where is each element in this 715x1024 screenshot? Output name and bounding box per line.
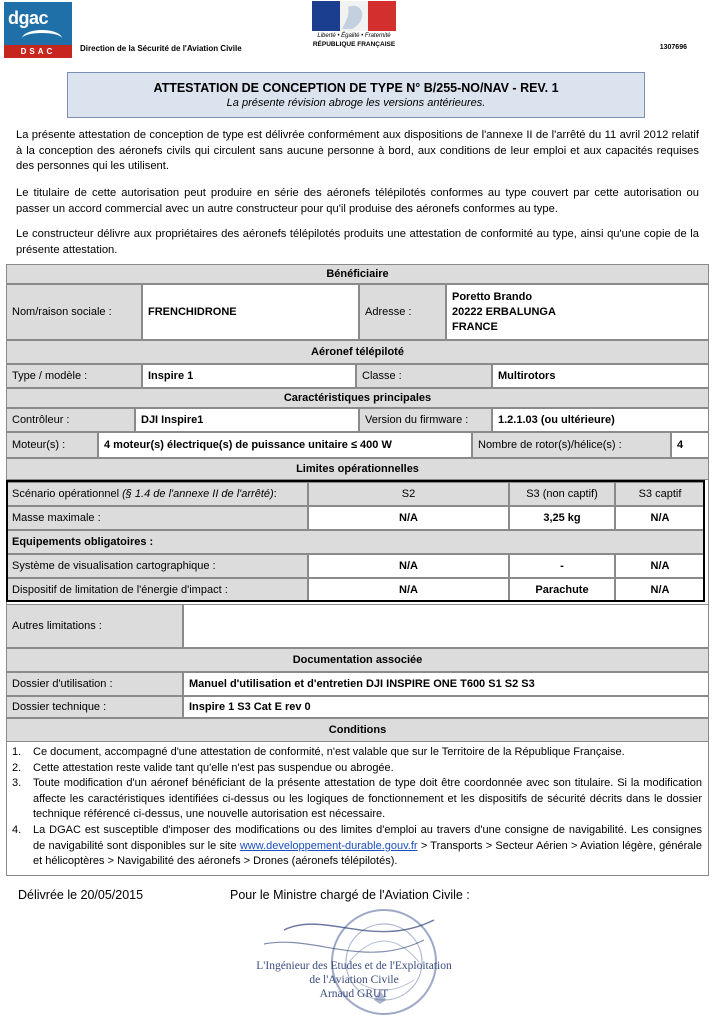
masse-s3-non-captif: 3,25 kg — [509, 506, 615, 530]
technique-value: Inspire 1 S3 Cat E rev 0 — [183, 696, 709, 718]
intro-paragraph-3: Le constructeur délivre aux propriétaires des aéronefs télépilotés produits une attestation de conformité au type, ainsi qu'une copie de la présente attestation. — [16, 228, 699, 256]
title-box — [67, 72, 645, 118]
document-title: ATTESTATION DE CONCEPTION DE TYPE N° B/255-NO/NAV - REV. 1 — [153, 81, 559, 95]
adresse-line-1: Poretto Brando — [452, 290, 533, 303]
condition-text: Toute modification d'un aéronef bénéficiant de la présente attestation de type doit être coordonnée avec son titulaire. Si la modification affecte les caractéristiques identifiées ci-dessus ou les logiques de fonctionnement et les dispositifs de sécurité décrits dans le dossier technique référencé ci-dessus, une nouvelle autorisation est nécessaire. — [33, 777, 702, 821]
energie-s3-non-captif: Parachute — [509, 578, 615, 602]
condition-text-before-link: La DGAC est susceptible d'imposer des modifications ou des limites d'emploi au travers d'une consigne de navigabilité. Les consignes de navigabilité sont disponibles sur le site — [33, 823, 702, 852]
delivery-date: Délivrée le 20/05/2015 — [18, 888, 144, 902]
republic-motto: Liberté • Égalité • Fraternité — [317, 33, 391, 39]
technique-label: Dossier technique : — [6, 696, 183, 718]
condition-text: Cette attestation reste valide tant qu'elle n'est pas suspendue ou abrogée. — [33, 761, 394, 774]
firmware-label: Version du firmware : — [359, 408, 492, 432]
autres-value — [183, 604, 709, 648]
minister-line: Pour le Ministre chargé de l'Aviation Civile : — [230, 888, 470, 902]
section-documentation: Documentation associée — [6, 648, 709, 672]
signatory-name: Arnaud GRUT — [319, 988, 389, 1000]
adresse-line-3: FRANCE — [452, 320, 498, 333]
scenario-label-text: Scénario opérationnel — [12, 488, 120, 500]
moteurs-value: 4 moteur(s) électrique(s) de puissance unitaire ≤ 400 W — [98, 432, 472, 458]
energie-label: Dispositif de limitation de l'énergie d'impact : — [6, 578, 308, 602]
condition-item — [12, 761, 702, 777]
classe-label: Classe : — [356, 364, 492, 388]
scenario-colon: : — [273, 488, 277, 500]
adresse-label: Adresse : — [359, 284, 446, 340]
section-limites: Limites opérationnelles — [6, 458, 709, 480]
moteurs-label: Moteur(s) : — [6, 432, 98, 458]
section-caracteristiques: Caractéristiques principales — [6, 388, 709, 408]
controleur-value: DJI Inspire1 — [135, 408, 359, 432]
rotors-label: Nombre de rotor(s)/hélice(s) : — [472, 432, 671, 458]
marianne-flag-icon — [312, 1, 396, 31]
type-label: Type / modèle : — [6, 364, 142, 388]
nom-label: Nom/raison sociale : — [6, 284, 142, 340]
col-s2: S2 — [308, 482, 509, 506]
type-value: Inspire 1 — [142, 364, 356, 388]
masse-label: Masse maximale : — [6, 506, 308, 530]
official-stamp — [224, 900, 484, 1018]
intro-paragraph-1: La présente attestation de conception de type est délivrée conformément aux dispositions de l'annexe II de l'arrêté du 11 avril 2012 relatif à la conception des aéronefs civils qui circulent sans aucune personne à bord, aux conditions de leur emploi et aux capacités requises des personnes qui les utilisent. — [16, 129, 699, 172]
signature-subtitle: de l'Aviation Civile — [309, 974, 399, 986]
limits-table-border — [6, 480, 705, 602]
carto-s3-captif: N/A — [615, 554, 705, 578]
energie-s2: N/A — [308, 578, 509, 602]
firmware-value: 1.2.1.03 (ou ultérieure) — [492, 408, 709, 432]
energie-s3-captif: N/A — [615, 578, 705, 602]
adresse-value — [446, 284, 709, 340]
direction-name: Direction de la Sécurité de l'Aviation Civile — [80, 44, 242, 53]
equipements-heading: Equipements obligatoires : — [6, 530, 705, 554]
intro-paragraph-2: Le titulaire de cette autorisation peut produire en série des aéronefs télépilotés conformes au type couvert par cette autorisation ou passer un accord commercial avec un autre constructeur pour qu'il produise des aéronefs conformes au type. — [16, 187, 699, 215]
scenario-reference: (§ 1.4 de l'annexe II de l'arrêté) — [122, 488, 274, 500]
republique-francaise: RÉPUBLIQUE FRANÇAISE — [312, 41, 396, 48]
condition-item — [12, 823, 702, 870]
condition-item — [12, 776, 702, 823]
condition-item — [12, 745, 702, 761]
stamp-seal-icon — [224, 900, 484, 1018]
adresse-line-2: 20222 ERBALUNGA — [452, 305, 556, 318]
masse-s2: N/A — [308, 506, 509, 530]
autres-label: Autres limitations : — [6, 604, 183, 648]
dgac-logo-text: dgac — [8, 8, 49, 28]
developpement-durable-link[interactable]: www.developpement-durable.gouv.fr — [239, 839, 418, 852]
utilisation-label: Dossier d'utilisation : — [6, 672, 183, 696]
classe-value: Multirotors — [492, 364, 709, 388]
section-aeronef: Aéronef télépiloté — [6, 340, 709, 364]
condition-text-after-link: > Transports > Secteur Aérien > Aviation légère, générale et hélicoptères > Navigabilité des aéronefs > Drones (aéronefs télépilotés). — [33, 839, 702, 868]
nom-value: FRENCHIDRONE — [142, 284, 359, 340]
col-s3-non-captif: S3 (non captif) — [509, 482, 615, 506]
masse-s3-captif: N/A — [615, 506, 705, 530]
condition-text: Ce document, accompagné d'une attestation de conformité, n'est valable que sur le Territoire de la République Française. — [33, 746, 625, 758]
condition-number: 1. — [12, 746, 22, 758]
carto-s2: N/A — [308, 554, 509, 578]
rotors-value: 4 — [671, 432, 709, 458]
conditions-list — [12, 742, 702, 870]
section-conditions: Conditions — [6, 718, 709, 742]
controleur-label: Contrôleur : — [6, 408, 135, 432]
utilisation-value: Manuel d'utilisation et d'entretien DJI INSPIRE ONE T600 S1 S2 S3 — [183, 672, 709, 696]
carto-label: Système de visualisation cartographique : — [6, 554, 308, 578]
condition-number: 4. — [12, 823, 22, 836]
signature-title: L'Ingénieur des Etudes et de l'Exploitation — [256, 960, 452, 972]
col-s3-captif: S3 captif — [615, 482, 705, 506]
document-subtitle: La présente révision abroge les versions antérieures. — [226, 97, 486, 109]
condition-number: 2. — [12, 761, 22, 774]
marianne-profile-icon — [312, 1, 396, 31]
document-reference: 1307696 — [659, 44, 687, 51]
section-beneficiaire: Bénéficiaire — [6, 264, 709, 284]
carto-s3-non-captif: - — [509, 554, 615, 578]
condition-number: 3. — [12, 777, 22, 790]
dsac-logo-text: DSAC — [4, 45, 72, 58]
